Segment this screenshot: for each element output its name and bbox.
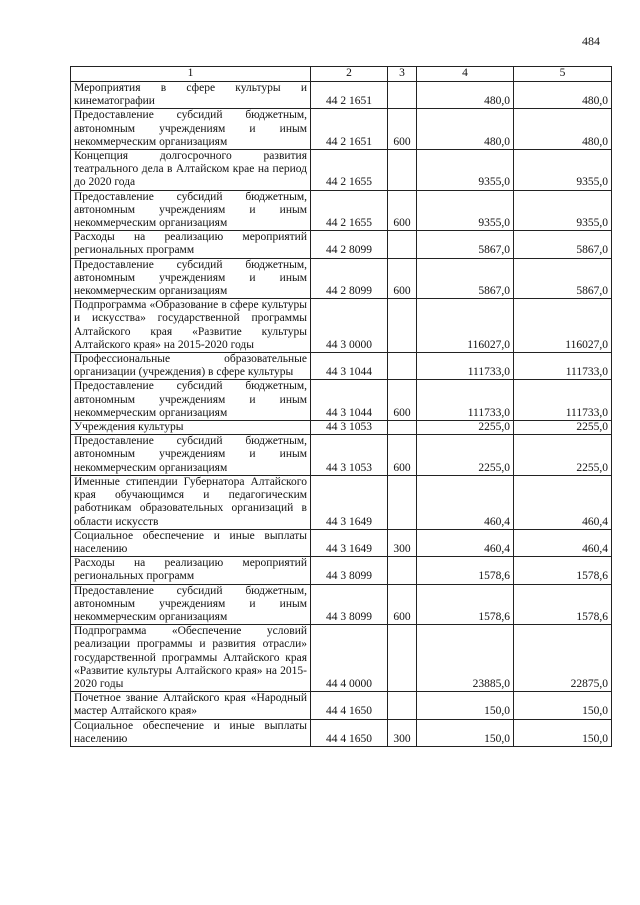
row-description: Социальное обеспечение и иные выплаты населению — [71, 529, 311, 556]
row-code: 44 3 1044 — [311, 380, 388, 421]
table-row — [71, 109, 612, 150]
table-row — [71, 190, 612, 231]
row-description: Предоставление субсидий бюджетным, автономным учреждениям и иным некоммерческим организациям — [71, 435, 311, 476]
row-expense-type — [388, 692, 417, 719]
row-expense-type — [388, 557, 417, 584]
row-code: 44 3 1053 — [311, 435, 388, 476]
column-header-2: 2 — [311, 67, 388, 82]
row-amount-col5: 111733,0 — [514, 380, 612, 421]
row-amount-col4: 460,4 — [417, 529, 514, 556]
row-expense-type: 600 — [388, 584, 417, 625]
row-code: 44 3 8099 — [311, 584, 388, 625]
budget-table — [70, 66, 612, 747]
row-expense-type: 300 — [388, 719, 417, 746]
row-expense-type — [388, 475, 417, 529]
row-amount-col5: 460,4 — [514, 475, 612, 529]
row-amount-col5: 22875,0 — [514, 625, 612, 692]
row-amount-col4: 1578,6 — [417, 557, 514, 584]
table-row — [71, 529, 612, 556]
row-code: 44 4 1650 — [311, 719, 388, 746]
row-expense-type: 600 — [388, 258, 417, 299]
row-description: Предоставление субсидий бюджетным, автономным учреждениям и иным некоммерческим организациям — [71, 584, 311, 625]
row-amount-col4: 116027,0 — [417, 299, 514, 353]
row-description: Расходы на реализацию мероприятий региональных программ — [71, 557, 311, 584]
row-amount-col5: 111733,0 — [514, 353, 612, 380]
row-expense-type — [388, 231, 417, 258]
row-expense-type — [388, 625, 417, 692]
row-description: Почетное звание Алтайского края «Народный мастер Алтайского края» — [71, 692, 311, 719]
row-expense-type — [388, 150, 417, 191]
row-expense-type — [388, 299, 417, 353]
row-amount-col4: 480,0 — [417, 82, 514, 109]
column-header-4: 4 — [417, 67, 514, 82]
row-amount-col5: 2255,0 — [514, 421, 612, 435]
row-code: 44 2 8099 — [311, 258, 388, 299]
table-row — [71, 150, 612, 191]
table-row — [71, 380, 612, 421]
row-description: Предоставление субсидий бюджетным, автономным учреждениям и иным некоммерческим организациям — [71, 380, 311, 421]
row-amount-col4: 1578,6 — [417, 584, 514, 625]
row-code: 44 2 1651 — [311, 109, 388, 150]
row-amount-col5: 5867,0 — [514, 231, 612, 258]
row-expense-type — [388, 353, 417, 380]
table-body — [71, 82, 612, 747]
row-description: Концепция долгосрочного развития театрального дела в Алтайском крае на период до 2020 года — [71, 150, 311, 191]
row-amount-col4: 460,4 — [417, 475, 514, 529]
row-description: Расходы на реализацию мероприятий региональных программ — [71, 231, 311, 258]
row-code: 44 3 1053 — [311, 421, 388, 435]
row-description: Мероприятия в сфере культуры и кинематографии — [71, 82, 311, 109]
table-row — [71, 692, 612, 719]
row-amount-col4: 111733,0 — [417, 353, 514, 380]
row-expense-type — [388, 82, 417, 109]
row-description: Профессиональные образовательные организации (учреждения) в сфере культуры — [71, 353, 311, 380]
row-amount-col5: 9355,0 — [514, 150, 612, 191]
row-description: Учреждения культуры — [71, 421, 311, 435]
table-row — [71, 353, 612, 380]
row-amount-col4: 9355,0 — [417, 150, 514, 191]
row-code: 44 2 1655 — [311, 190, 388, 231]
table-row — [71, 435, 612, 476]
row-amount-col4: 5867,0 — [417, 231, 514, 258]
row-amount-col5: 150,0 — [514, 719, 612, 746]
table-row — [71, 475, 612, 529]
row-amount-col4: 5867,0 — [417, 258, 514, 299]
row-amount-col5: 9355,0 — [514, 190, 612, 231]
row-code: 44 4 1650 — [311, 692, 388, 719]
row-code: 44 2 1655 — [311, 150, 388, 191]
row-amount-col4: 2255,0 — [417, 421, 514, 435]
row-amount-col5: 1578,6 — [514, 557, 612, 584]
row-amount-col5: 150,0 — [514, 692, 612, 719]
table-row — [71, 231, 612, 258]
row-description: Именные стипендии Губернатора Алтайского края обучающимся и педагогическим работникам образовательных организаций в области искусств — [71, 475, 311, 529]
column-header-1: 1 — [71, 67, 311, 82]
row-expense-type: 600 — [388, 380, 417, 421]
row-code: 44 2 8099 — [311, 231, 388, 258]
row-amount-col5: 2255,0 — [514, 435, 612, 476]
row-description: Предоставление субсидий бюджетным, автономным учреждениям и иным некоммерческим организациям — [71, 190, 311, 231]
row-code: 44 3 8099 — [311, 557, 388, 584]
row-expense-type: 600 — [388, 109, 417, 150]
row-expense-type — [388, 421, 417, 435]
row-amount-col5: 1578,6 — [514, 584, 612, 625]
row-description: Подпрограмма «Образование в сфере культуры и искусства» государственной программы Алтайского края «Развитие культуры Алтайского края» на 2015-2020 годы — [71, 299, 311, 353]
table-row — [71, 299, 612, 353]
row-code: 44 3 1649 — [311, 529, 388, 556]
row-amount-col5: 116027,0 — [514, 299, 612, 353]
table-row — [71, 719, 612, 746]
row-description: Подпрограмма «Обеспечение условий реализации программы и развития отрасли» государственной программы Алтайского края «Развитие культуры Алтайского края» на 2015-2020 годы — [71, 625, 311, 692]
table-row — [71, 82, 612, 109]
row-amount-col4: 150,0 — [417, 692, 514, 719]
table-row — [71, 584, 612, 625]
row-amount-col4: 480,0 — [417, 109, 514, 150]
row-code: 44 3 1044 — [311, 353, 388, 380]
row-amount-col5: 480,0 — [514, 109, 612, 150]
row-amount-col5: 5867,0 — [514, 258, 612, 299]
row-description: Предоставление субсидий бюджетным, автономным учреждениям и иным некоммерческим организациям — [71, 258, 311, 299]
row-amount-col4: 23885,0 — [417, 625, 514, 692]
row-amount-col4: 9355,0 — [417, 190, 514, 231]
row-amount-col5: 480,0 — [514, 82, 612, 109]
table-header-row — [71, 67, 612, 82]
row-code: 44 3 0000 — [311, 299, 388, 353]
row-amount-col5: 460,4 — [514, 529, 612, 556]
page-number: 484 — [582, 34, 600, 48]
row-code: 44 3 1649 — [311, 475, 388, 529]
row-description: Предоставление субсидий бюджетным, автономным учреждениям и иным некоммерческим организациям — [71, 109, 311, 150]
row-expense-type: 600 — [388, 190, 417, 231]
table-row — [71, 258, 612, 299]
row-amount-col4: 111733,0 — [417, 380, 514, 421]
row-expense-type: 600 — [388, 435, 417, 476]
column-header-5: 5 — [514, 67, 612, 82]
row-expense-type: 300 — [388, 529, 417, 556]
row-code: 44 2 1651 — [311, 82, 388, 109]
row-description: Социальное обеспечение и иные выплаты населению — [71, 719, 311, 746]
table-row — [71, 625, 612, 692]
column-header-3: 3 — [388, 67, 417, 82]
table-row — [71, 421, 612, 435]
row-code: 44 4 0000 — [311, 625, 388, 692]
table-row — [71, 557, 612, 584]
row-amount-col4: 2255,0 — [417, 435, 514, 476]
row-amount-col4: 150,0 — [417, 719, 514, 746]
